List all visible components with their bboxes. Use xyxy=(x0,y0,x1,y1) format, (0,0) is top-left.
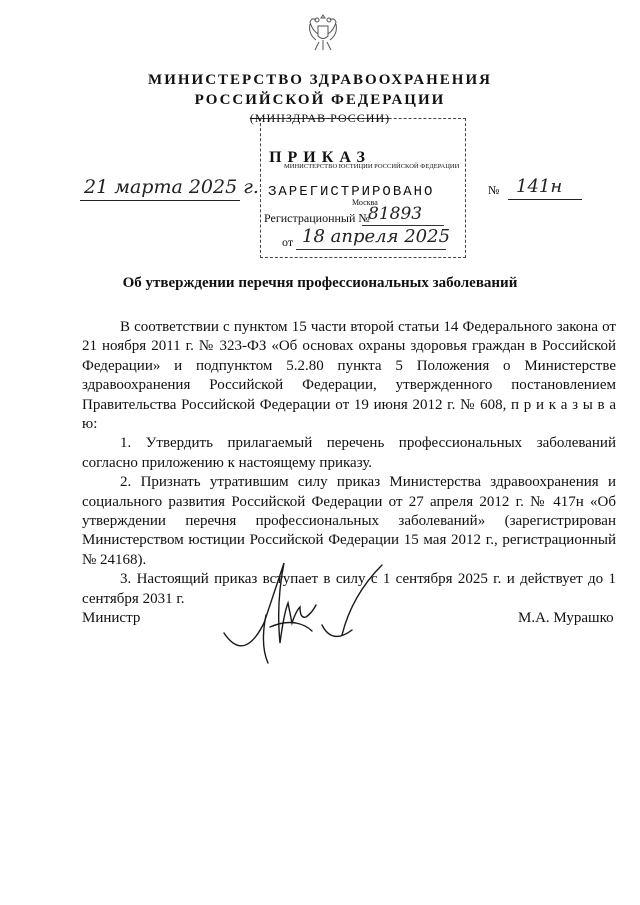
stamp-registered: ЗАРЕГИСТРИРОВАНО xyxy=(268,184,435,200)
order-number-line xyxy=(508,199,582,200)
ministry-name-line1: МИНИСТЕРСТВО ЗДРАВООХРАНЕНИЯ xyxy=(148,72,492,88)
paragraph-item-1: 1. Утвердить прилагаемый перечень профессиональных заболеваний согласно приложению к настоящему приказу. xyxy=(82,435,616,471)
stamp-from-label: от xyxy=(282,235,294,249)
coat-of-arms-icon xyxy=(306,12,340,54)
paragraph-item-3: 3. Настоящий приказ вступает в силу с 1 сентября 2025 г. и действует до 1 сентября 2031 г. xyxy=(82,571,616,607)
handwritten-signature xyxy=(222,555,392,670)
doc-type-heading: ПРИКАЗ xyxy=(269,149,371,166)
order-date: 21 марта 2025 г. xyxy=(84,176,259,198)
stamp-reg-date: 18 апреля 2025 xyxy=(302,226,451,247)
document-title: Об утверждении перечня профессиональных заболеваний xyxy=(122,275,518,291)
order-date-line xyxy=(80,200,240,201)
stamp-reg-number: 81893 xyxy=(368,204,423,224)
stamp-authority: МИНИСТЕРСТВО ЮСТИЦИИ РОССИЙСКОЙ ФЕДЕРАЦИИ xyxy=(284,163,460,170)
stamp-city: Москва xyxy=(352,198,378,207)
order-number: 141н xyxy=(516,176,563,197)
paragraph-preamble: В соответствии с пунктом 15 части второй статьи 14 Федерального закона от 21 ноября 2011 г. № 323-ФЗ «Об основах охраны здоровья граждан в Российской Федерации» и подпунктом 5.2.80 пункта 5 Положения о Министерстве здравоохранения Российской Федерации, утвержденного постановлением Правительства Российской Федерации от 19 июня 2012 г. № 608, п р и к а з ы в а ю: xyxy=(82,319,616,433)
stamp-reg-date-line xyxy=(296,249,446,250)
stamp-reg-label: Регистрационный № xyxy=(264,211,370,225)
ministry-name-line2: РОССИЙСКОЙ ФЕДЕРАЦИИ xyxy=(194,92,446,108)
signatory-name: М.А. Мурашко xyxy=(518,610,614,626)
order-number-label: № xyxy=(488,183,500,197)
ministry-short-name: (МИНЗДРАВ РОССИИ) xyxy=(249,111,391,125)
paragraph-item-2: 2. Признать утратившим силу приказ Министерства здравоохранения и социального развития Российской Федерации от 27 апреля 2012 г. № 417н «Об утверждении перечня профессиональных заболеваний» (зарегистрирован Министерством юстиции Российской Федерации 15 мая 2012 г., регистрационный № 24168). xyxy=(82,474,616,568)
signatory-position: Министр xyxy=(82,610,141,626)
